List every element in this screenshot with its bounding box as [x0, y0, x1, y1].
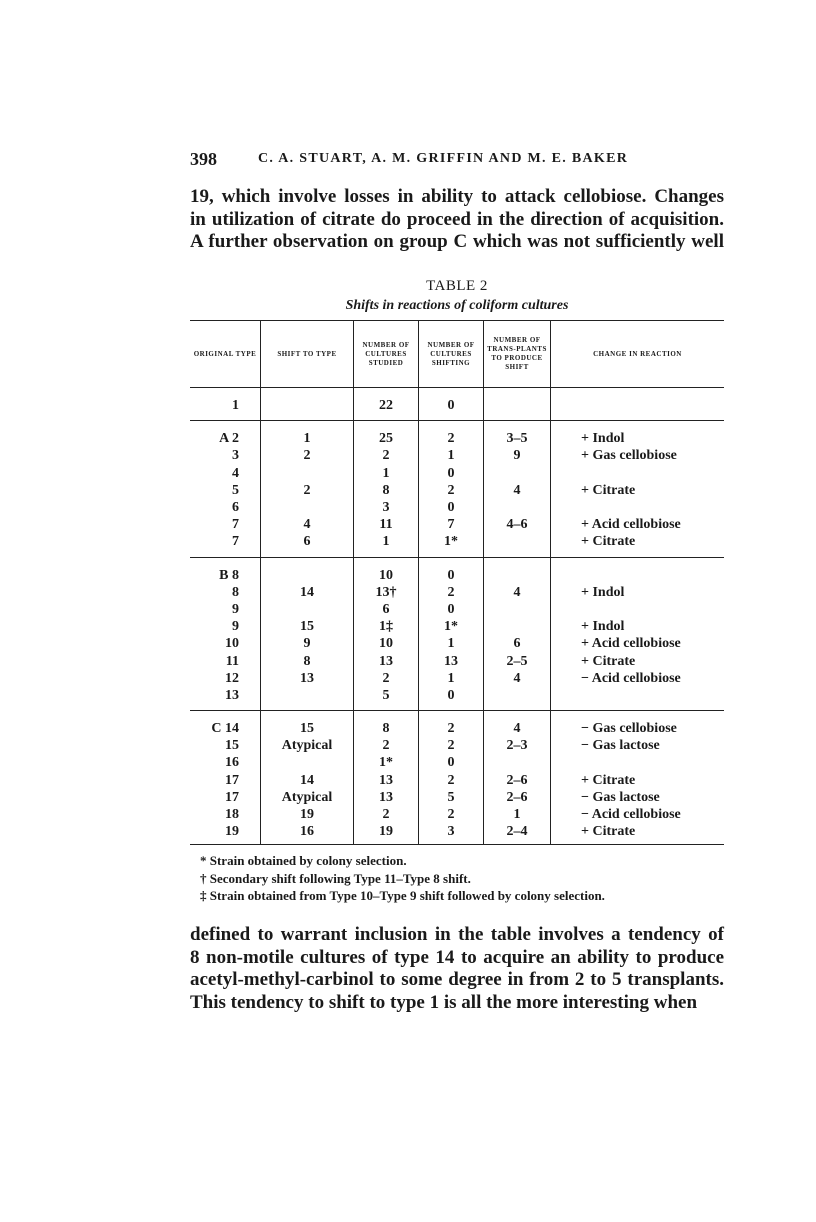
- text-line: 19, which involve losses in ability to attack cellobiose. Changes: [190, 186, 724, 207]
- cell-cultures-studied: 6: [354, 601, 419, 618]
- cell-change-in-reaction: + Acid cellobiose: [551, 516, 725, 533]
- cell-original-type: 15: [225, 738, 239, 754]
- cell-shift-to-type: [261, 499, 354, 516]
- cell-cultures-shifting: 0: [419, 557, 484, 584]
- cell-cultures-shifting: 0: [419, 499, 484, 516]
- cell-transplants: [484, 499, 551, 516]
- cell-cultures-studied: 3: [354, 499, 419, 516]
- cell-shift-to-type: Atypical: [261, 789, 354, 806]
- cell-transplants: 4: [484, 584, 551, 601]
- cell-cultures-studied: 8: [354, 711, 419, 738]
- cell-cultures-shifting: 2: [419, 421, 484, 448]
- cell-change-in-reaction: + Indol: [551, 421, 725, 448]
- running-head-authors: C. A. STUART, A. M. GRIFFIN AND M. E. BAKER: [258, 151, 629, 166]
- cell-transplants: 1: [484, 806, 551, 823]
- cell-shift-to-type: [261, 754, 354, 771]
- shifts-table: [190, 320, 724, 845]
- cell-original-type: 1: [190, 388, 261, 421]
- cell-transplants: [484, 618, 551, 635]
- cell-change-in-reaction: [551, 557, 725, 584]
- cell-transplants: [484, 465, 551, 482]
- cell-original-type: 13: [190, 687, 261, 711]
- cell-cultures-shifting: 0: [419, 687, 484, 711]
- cell-original-type: C 14: [211, 721, 239, 737]
- cell-cultures-studied: 2: [354, 670, 419, 687]
- cell-change-in-reaction: [551, 388, 725, 421]
- cell-shift-to-type: 8: [261, 652, 354, 669]
- text-line: defined to warrant inclusion in the table involves a tendency of: [190, 924, 724, 945]
- header-shift-to-type: SHIFT TO TYPE: [261, 321, 354, 388]
- cell-transplants: 6: [484, 635, 551, 652]
- table-caption: Shifts in reactions of coliform cultures: [345, 298, 569, 313]
- cell-shift-to-type: 15: [261, 618, 354, 635]
- cell-cultures-shifting: 2: [419, 737, 484, 754]
- cell-transplants: 2–4: [484, 823, 551, 845]
- table-row: [190, 754, 724, 771]
- cell-cultures-shifting: 5: [419, 789, 484, 806]
- cell-cultures-studied: 1: [354, 465, 419, 482]
- cell-transplants: 4: [484, 711, 551, 738]
- cell-original-type: 19: [225, 824, 239, 840]
- cell-change-in-reaction: [551, 687, 725, 711]
- table-row: [190, 806, 724, 823]
- table-row: [190, 772, 724, 789]
- table-row: [190, 687, 724, 711]
- cell-transplants: 4: [484, 482, 551, 499]
- cell-cultures-studied: 13†: [354, 584, 419, 601]
- table-footnotes: [200, 852, 724, 905]
- cell-original-type: 5: [232, 482, 239, 498]
- cell-shift-to-type: 6: [261, 533, 354, 557]
- cell-cultures-shifting: 2: [419, 711, 484, 738]
- cell-cultures-studied: 2: [354, 806, 419, 823]
- table-row: [190, 737, 724, 754]
- cell-cultures-studied: 5: [354, 687, 419, 711]
- table-row: [190, 533, 724, 557]
- cell-cultures-studied: 25: [354, 421, 419, 448]
- cell-original-type: 7: [232, 517, 239, 533]
- table-row: [190, 421, 724, 448]
- cell-original-type: 7: [190, 533, 261, 557]
- cell-cultures-shifting: 0: [419, 601, 484, 618]
- cell-original-type: B 8: [219, 567, 239, 583]
- cell-transplants: 4–6: [484, 516, 551, 533]
- cell-cultures-shifting: 0: [419, 754, 484, 771]
- table-row: [190, 711, 724, 738]
- cell-transplants: 2–5: [484, 652, 551, 669]
- cell-change-in-reaction: [551, 499, 725, 516]
- cell-shift-to-type: 13: [261, 670, 354, 687]
- cell-change-in-reaction: [551, 465, 725, 482]
- table-row: [190, 635, 724, 652]
- cell-original-type: 17: [225, 789, 239, 805]
- footnote: ‡ Strain obtained from Type 10–Type 9 shift followed by colony selection.: [200, 888, 605, 903]
- cell-cultures-shifting: 1: [419, 635, 484, 652]
- cell-shift-to-type: [261, 687, 354, 711]
- footnote: * Strain obtained by colony selection.: [200, 853, 407, 868]
- cell-cultures-studied: 1‡: [354, 618, 419, 635]
- cell-cultures-studied: 10: [354, 557, 419, 584]
- cell-original-type: 11: [225, 653, 239, 669]
- cell-original-type: 16: [225, 755, 239, 771]
- cell-shift-to-type: 16: [261, 823, 354, 845]
- text-line: 8 non-motile cultures of type 14 to acquire an ability to produce: [190, 946, 724, 968]
- table-row: [190, 557, 724, 584]
- cell-original-type: 17: [225, 772, 239, 788]
- cell-cultures-studied: 2: [354, 737, 419, 754]
- running-head: [190, 149, 724, 169]
- cell-cultures-shifting: 1: [419, 447, 484, 464]
- cell-transplants: [484, 533, 551, 557]
- cell-transplants: 4: [484, 670, 551, 687]
- cell-change-in-reaction: + Citrate: [551, 823, 725, 845]
- cell-cultures-shifting: 0: [419, 388, 484, 421]
- cell-shift-to-type: [261, 465, 354, 482]
- cell-transplants: [484, 601, 551, 618]
- cell-original-type: 6: [232, 500, 239, 516]
- header-change-in-reaction: CHANGE IN REACTION: [551, 321, 725, 388]
- cell-transplants: [484, 754, 551, 771]
- table-row: [190, 465, 724, 482]
- cell-shift-to-type: 1: [261, 421, 354, 448]
- cell-change-in-reaction: + Citrate: [551, 533, 725, 557]
- cell-transplants: 3–5: [484, 421, 551, 448]
- cell-shift-to-type: Atypical: [261, 737, 354, 754]
- cell-original-type: 10: [225, 636, 239, 652]
- cell-original-type: 3: [232, 448, 239, 464]
- cell-transplants: [484, 388, 551, 421]
- cell-original-type: 12: [225, 670, 239, 686]
- cell-change-in-reaction: + Acid cellobiose: [551, 635, 725, 652]
- cell-original-type: 9: [232, 601, 239, 617]
- cell-change-in-reaction: [551, 601, 725, 618]
- cell-cultures-studied: 19: [354, 823, 419, 845]
- cell-change-in-reaction: + Gas cellobiose: [551, 447, 725, 464]
- cell-cultures-shifting: 3: [419, 823, 484, 845]
- cell-transplants: [484, 557, 551, 584]
- table-row: [190, 388, 724, 421]
- cell-change-in-reaction: − Acid cellobiose: [551, 670, 725, 687]
- cell-shift-to-type: 4: [261, 516, 354, 533]
- text-line: acetyl-methyl-carbinol to some degree in from 2 to 5 transplants.: [190, 969, 724, 990]
- cell-cultures-studied: 8: [354, 482, 419, 499]
- header-cultures-shifting: NUMBER OF CULTURES SHIFTING: [419, 321, 484, 388]
- cell-change-in-reaction: [551, 754, 725, 771]
- cell-cultures-shifting: 1: [419, 670, 484, 687]
- table-row: [190, 789, 724, 806]
- cell-change-in-reaction: + Citrate: [551, 652, 725, 669]
- cell-cultures-shifting: 1*: [419, 533, 484, 557]
- cell-cultures-studied: 13: [354, 772, 419, 789]
- cell-original-type: 9: [232, 619, 239, 635]
- cell-cultures-studied: 13: [354, 789, 419, 806]
- table-row: [190, 618, 724, 635]
- cell-cultures-shifting: 13: [419, 652, 484, 669]
- cell-cultures-studied: 10: [354, 635, 419, 652]
- cell-transplants: 2–3: [484, 737, 551, 754]
- page-number: 398: [190, 149, 217, 169]
- cell-original-type: 4: [232, 465, 239, 481]
- table-row: [190, 670, 724, 687]
- cell-change-in-reaction: + Citrate: [551, 772, 725, 789]
- cell-cultures-studied: 22: [354, 388, 419, 421]
- cell-cultures-shifting: 2: [419, 482, 484, 499]
- cell-cultures-studied: 1*: [354, 754, 419, 771]
- header-cultures-studied: NUMBER OF CULTURES STUDIED: [354, 321, 419, 388]
- header-original-type: ORIGINAL TYPE: [190, 321, 261, 388]
- table-row: [190, 823, 724, 845]
- paragraph-bottom: [190, 924, 724, 1014]
- cell-shift-to-type: 19: [261, 806, 354, 823]
- cell-original-type: 18: [225, 807, 239, 823]
- cell-shift-to-type: 15: [261, 711, 354, 738]
- cell-shift-to-type: 14: [261, 584, 354, 601]
- cell-transplants: 2–6: [484, 772, 551, 789]
- cell-change-in-reaction: − Gas lactose: [551, 737, 725, 754]
- cell-shift-to-type: [261, 557, 354, 584]
- cell-shift-to-type: 9: [261, 635, 354, 652]
- cell-original-type: 8: [232, 584, 239, 600]
- table-header-row: [190, 321, 724, 388]
- cell-cultures-studied: 1: [354, 533, 419, 557]
- table-row: [190, 516, 724, 533]
- cell-cultures-shifting: 1*: [419, 618, 484, 635]
- table-row: [190, 584, 724, 601]
- cell-change-in-reaction: + Indol: [551, 618, 725, 635]
- cell-change-in-reaction: − Acid cellobiose: [551, 806, 725, 823]
- cell-shift-to-type: 14: [261, 772, 354, 789]
- table-row: [190, 447, 724, 464]
- table-row: [190, 601, 724, 618]
- cell-transplants: 9: [484, 447, 551, 464]
- table-row: [190, 499, 724, 516]
- table-title: TABLE 2: [426, 278, 488, 294]
- cell-original-type: A 2: [219, 431, 239, 447]
- cell-cultures-studied: 13: [354, 652, 419, 669]
- cell-cultures-shifting: 2: [419, 584, 484, 601]
- text-line: A further observation on group C which was not sufficiently well: [190, 231, 724, 252]
- table-body: [190, 388, 724, 845]
- table-row: [190, 652, 724, 669]
- cell-change-in-reaction: + Indol: [551, 584, 725, 601]
- cell-transplants: 2–6: [484, 789, 551, 806]
- cell-change-in-reaction: − Gas lactose: [551, 789, 725, 806]
- cell-change-in-reaction: + Citrate: [551, 482, 725, 499]
- cell-cultures-shifting: 7: [419, 516, 484, 533]
- footnote: † Secondary shift following Type 11–Type 8 shift.: [200, 870, 471, 886]
- header-transplants: NUMBER OF TRANS-PLANTS TO PRODUCE SHIFT: [484, 321, 551, 388]
- cell-cultures-shifting: 2: [419, 772, 484, 789]
- cell-shift-to-type: [261, 388, 354, 421]
- text-line: This tendency to shift to type 1 is all the more interesting when: [190, 991, 698, 1013]
- text-line: in utilization of citrate do proceed in the direction of acquisition.: [190, 208, 724, 230]
- cell-cultures-shifting: 2: [419, 806, 484, 823]
- cell-cultures-shifting: 0: [419, 465, 484, 482]
- cell-shift-to-type: 2: [261, 482, 354, 499]
- cell-shift-to-type: [261, 601, 354, 618]
- cell-cultures-studied: 2: [354, 447, 419, 464]
- cell-cultures-studied: 11: [354, 516, 419, 533]
- cell-transplants: [484, 687, 551, 711]
- cell-change-in-reaction: − Gas cellobiose: [551, 711, 725, 738]
- cell-shift-to-type: 2: [261, 447, 354, 464]
- paragraph-top: [190, 186, 724, 254]
- table-row: [190, 482, 724, 499]
